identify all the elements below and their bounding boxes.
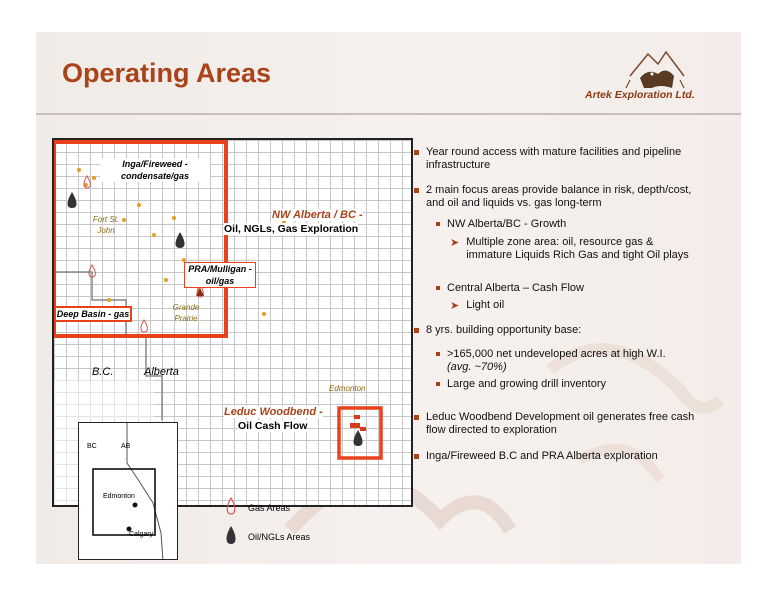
pra-mulligan-label: PRA/Mulligan - oil/gas bbox=[184, 262, 256, 288]
bc-province-label: B.C. bbox=[92, 366, 114, 378]
edmonton-label: Edmonton bbox=[329, 384, 366, 393]
oil-area-icon bbox=[354, 430, 363, 446]
bullet-3a-note: (avg. ~70%) bbox=[447, 361, 507, 373]
bullet-2a1: ➤ Multiple zone area: oil, resource gas & immature Liquids Rich Gas and tight Oil plays bbox=[450, 236, 689, 261]
gas-area-icon bbox=[141, 320, 147, 332]
bullet-2: 2 main focus areas provide balance in risk, depth/cost, and oil and liquids vs. gas long-term bbox=[414, 184, 698, 210]
deep-basin-label: Deep Basin - gas bbox=[54, 306, 132, 322]
bullet-square-icon bbox=[436, 222, 440, 226]
well-marker bbox=[164, 278, 168, 282]
bullet-1: Year round access with mature facilities and pipeline infrastructure bbox=[414, 146, 696, 172]
nw-alberta-bc-label: NW Alberta / BC - bbox=[272, 209, 363, 221]
inset-bc-label: BC bbox=[87, 443, 97, 450]
well-marker bbox=[92, 176, 96, 180]
well-marker bbox=[107, 298, 111, 302]
bullet-square-icon bbox=[414, 454, 419, 459]
bullet-3b: Large and growing drill inventory bbox=[436, 378, 606, 391]
bullet-3: 8 yrs. building opportunity base: bbox=[414, 324, 581, 337]
bullet-square-icon bbox=[436, 382, 440, 386]
bullet-2b1: ➤ Light oil bbox=[450, 299, 505, 312]
bullet-2b: Central Alberta – Cash Flow bbox=[436, 282, 584, 295]
leduc-well-marker bbox=[354, 415, 360, 419]
edmonton-dot bbox=[133, 503, 138, 508]
bullet-5: Inga/Fireweed B.C and PRA Alberta exploration bbox=[414, 450, 658, 463]
well-marker bbox=[77, 168, 81, 172]
oil-area-icon bbox=[68, 192, 77, 208]
nw-alberta-bc-description: Oil, NGLs, Gas Exploration bbox=[224, 223, 359, 235]
arrow-bullet-icon: ➤ bbox=[450, 300, 460, 312]
province-inset-map bbox=[78, 422, 178, 560]
bullet-2a: NW Alberta/BC - Growth bbox=[436, 218, 566, 231]
well-marker bbox=[172, 216, 176, 220]
alberta-province-label: Alberta bbox=[144, 366, 179, 378]
oil-legend-icon bbox=[224, 524, 238, 546]
inset-ab-label: AB bbox=[121, 443, 131, 450]
leduc-woodbend-label: Leduc Woodbend - bbox=[224, 406, 323, 418]
bullet-3a: >165,000 net undeveloped acres at high W.I. (avg. ~70%) bbox=[436, 348, 707, 374]
well-marker bbox=[137, 203, 141, 207]
oil-legend-label: Oil/NGLs Areas bbox=[248, 532, 311, 542]
well-marker bbox=[262, 312, 266, 316]
bullet-square-icon bbox=[414, 188, 419, 193]
gas-legend-label: Gas Areas bbox=[248, 503, 291, 513]
fort-st-john-label: Fort St. John bbox=[92, 215, 120, 235]
bullet-square-icon bbox=[436, 352, 440, 356]
inset-calgary-label: Calgary bbox=[129, 531, 154, 538]
gas-legend-icon bbox=[224, 496, 238, 516]
inset-edmonton-label: Edmonton bbox=[103, 493, 135, 500]
bullet-square-icon bbox=[436, 286, 440, 290]
leduc-well-marker bbox=[360, 427, 366, 431]
company-logo-text: Artek Exploration Ltd. bbox=[585, 89, 695, 101]
grande-prairie-label: Grande Prairie bbox=[172, 303, 200, 323]
arrow-bullet-icon: ➤ bbox=[450, 237, 460, 249]
title-divider bbox=[36, 113, 741, 115]
leduc-well-marker bbox=[350, 423, 360, 428]
bullet-square-icon bbox=[414, 150, 419, 155]
bullet-square-icon bbox=[414, 415, 419, 420]
leduc-woodbend-description: Oil Cash Flow bbox=[238, 420, 308, 432]
inga-area-label: Inga/Fireweed - condensate/gas bbox=[100, 158, 210, 182]
oil-area-icon bbox=[176, 232, 185, 248]
bullet-square-icon bbox=[414, 328, 419, 333]
page-title: Operating Areas bbox=[62, 58, 272, 88]
bullet-4: Leduc Woodbend Development oil generates free cash flow directed to exploration bbox=[414, 411, 704, 437]
well-marker bbox=[152, 233, 156, 237]
